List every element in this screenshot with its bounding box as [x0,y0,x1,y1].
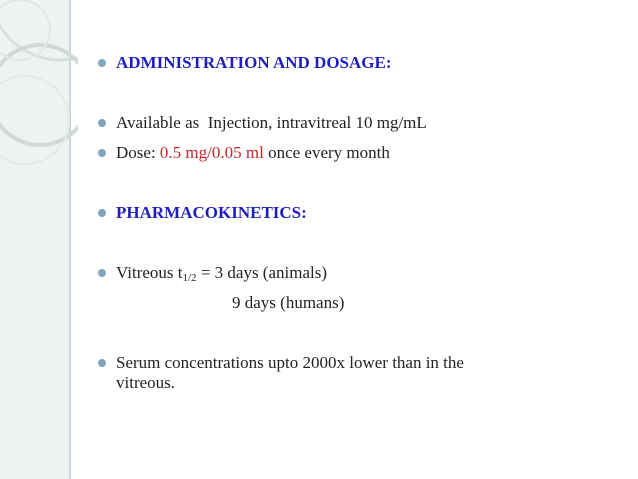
half-life-animals: = 3 days (animals) [196,263,328,282]
bullet-dot-icon [98,59,106,67]
dose-frequency: once every month [263,143,390,162]
bullet-pharmacokinetics-heading [116,203,307,223]
bullet-vitreous-half-life [116,263,327,283]
bullet-available-as [116,113,427,133]
bullet-dot-icon [98,209,106,217]
bullet-text-continued: vitreous. [116,373,176,392]
dose-label: Dose: [116,143,160,162]
bullet-dot-icon [98,269,106,277]
bullet-dot-icon [98,119,106,127]
bullet-text: Available as Injection, intravitreal 10 mg/mL [116,113,427,132]
half-life-humans: 9 days (humans) [232,293,345,312]
bullet-dot-icon [98,359,106,367]
heading-text: PHARMACOKINETICS: [116,203,307,222]
bullet-dot-icon [98,149,106,157]
half-life-subscript: 1/2 [182,272,197,284]
bullet-serum-concentrations [116,353,464,373]
dose-value: 0.5 mg/0.05 ml [159,143,264,162]
heading-text: ADMINISTRATION AND DOSAGE: [116,53,392,72]
bullet-dose [116,143,390,163]
bullet-administration-heading [116,53,392,73]
half-life-label: Vitreous t [116,263,183,282]
bullet-text: Serum concentrations upto 2000x lower than in the [116,353,464,372]
